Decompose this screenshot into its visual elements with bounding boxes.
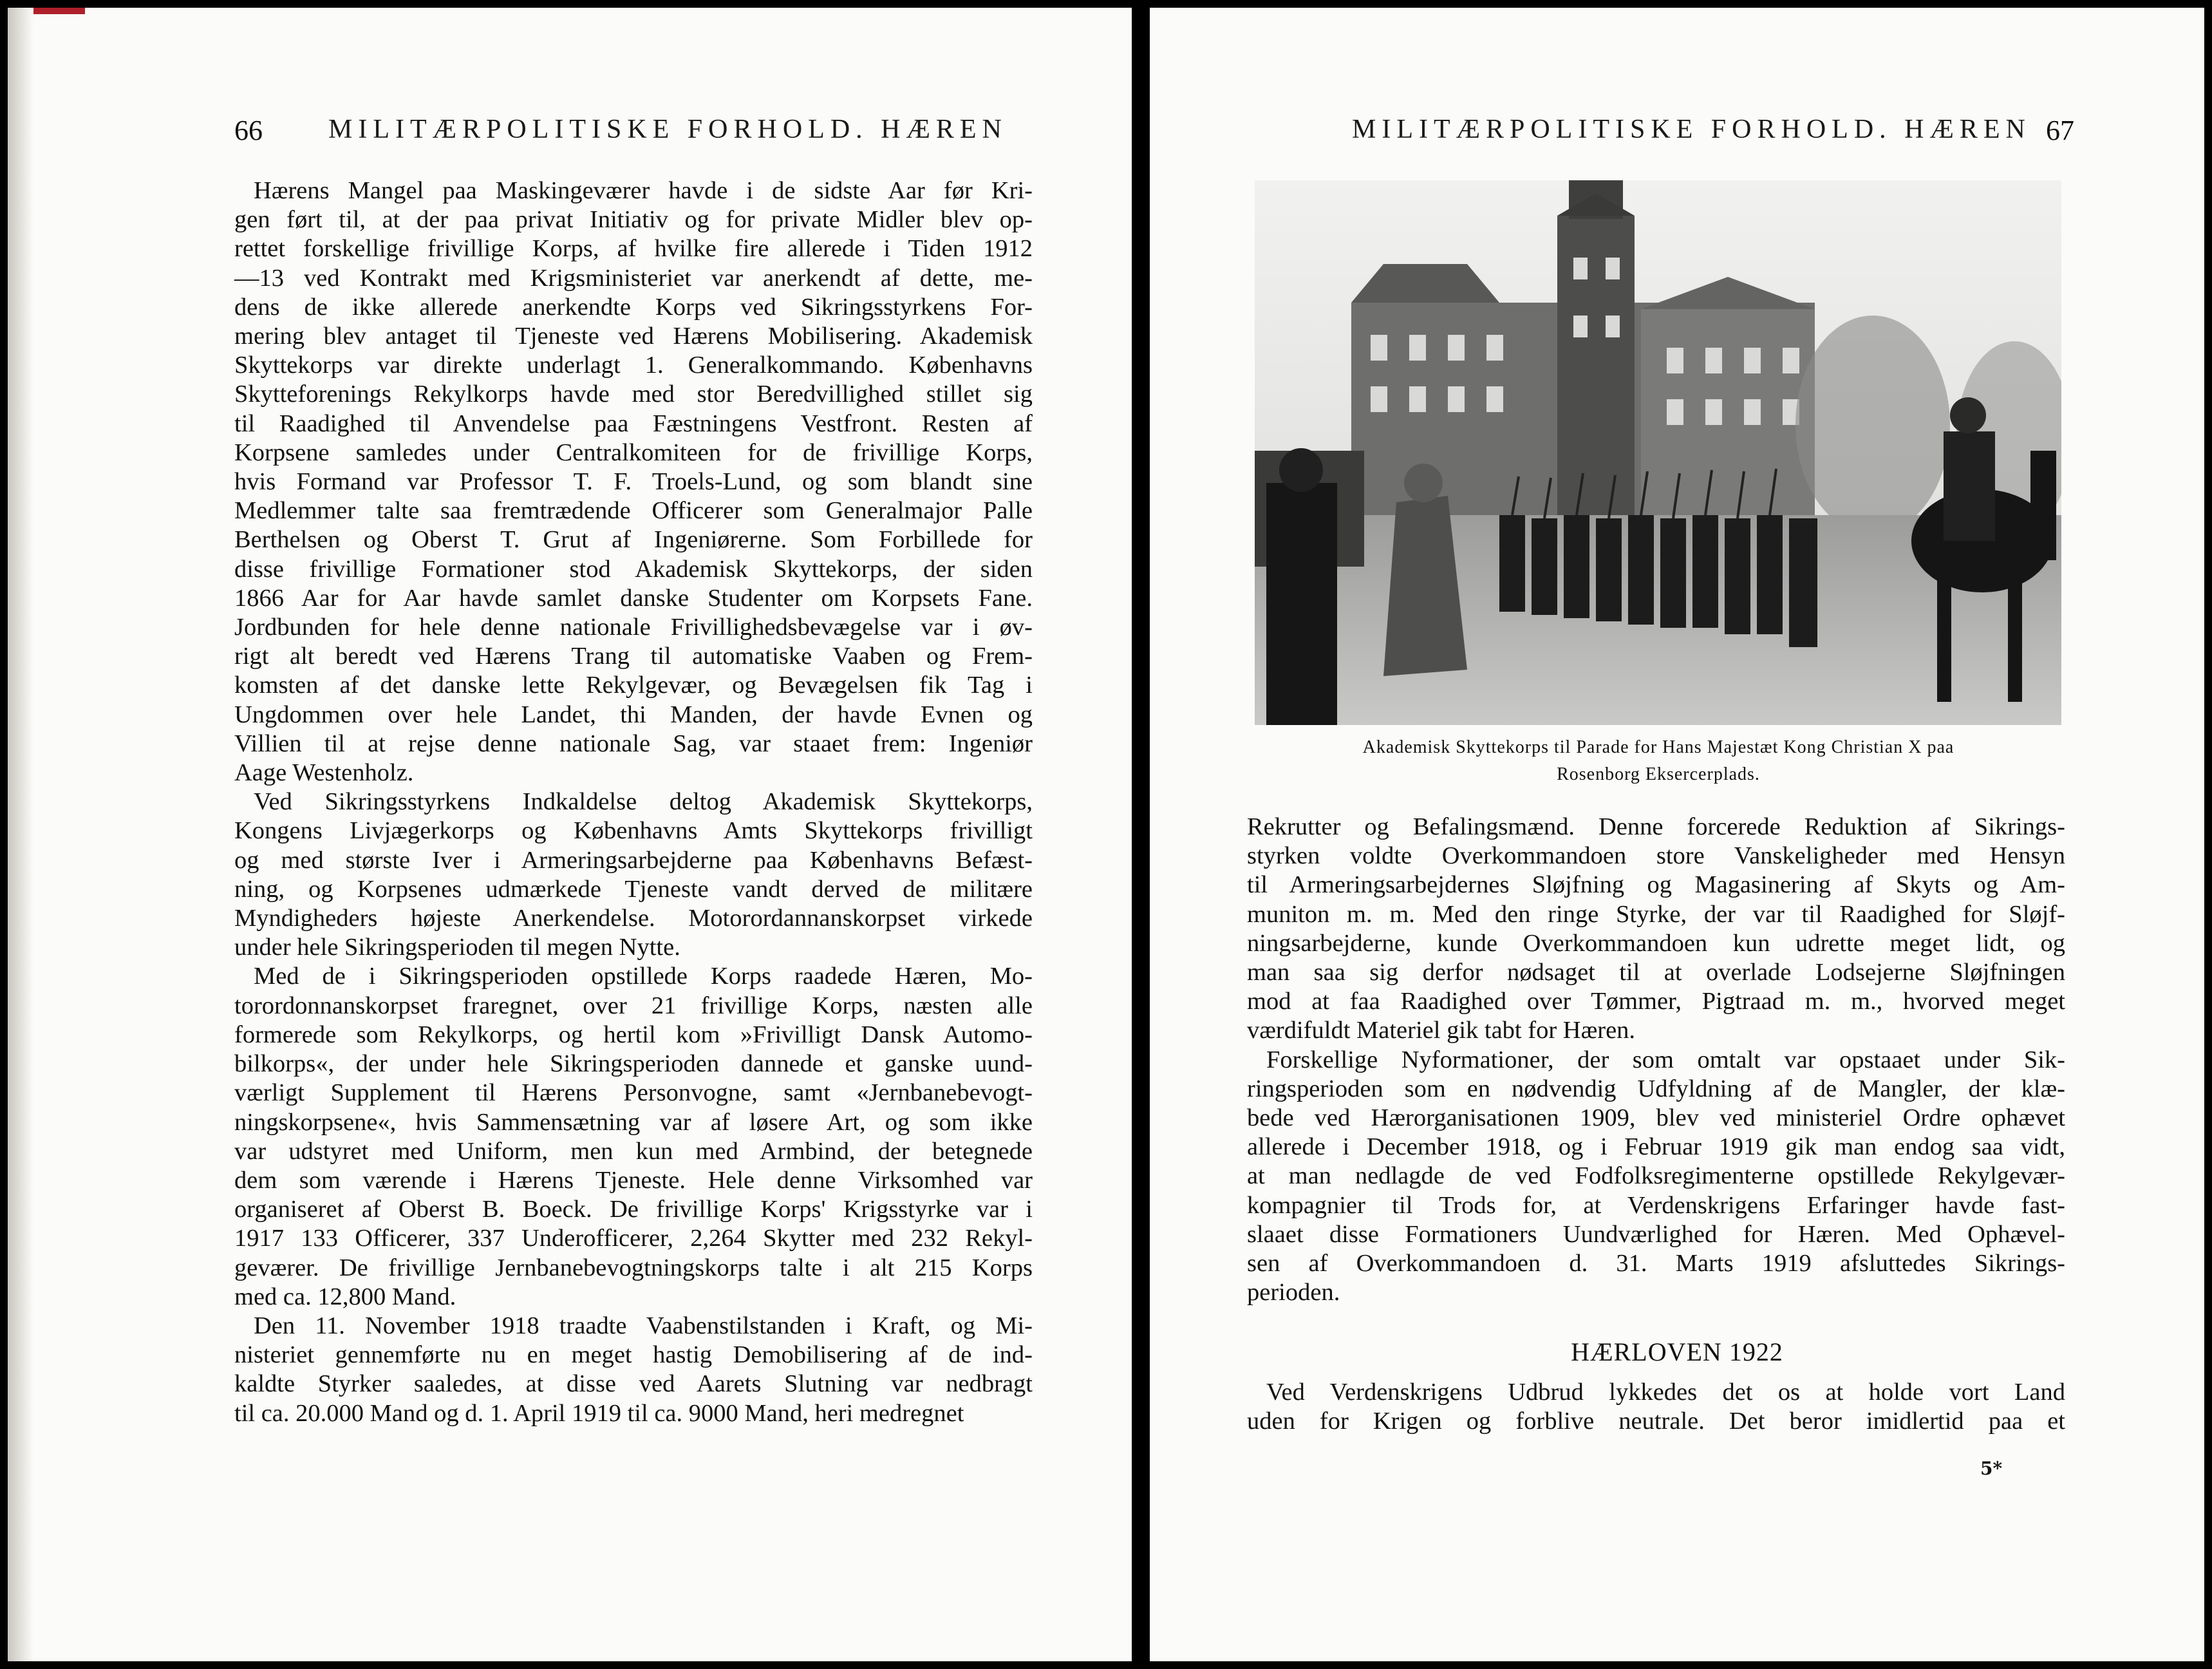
text-line: mod at faa Raadighed over Tømmer, Pigtraad m. m., hvorved meget: [1247, 988, 2065, 1015]
text-line: Ved Sikringsstyrkens Indkaldelse deltog Akademisk Skyttekorps,: [254, 788, 1033, 816]
text-line: ningsarbejderne, kunde Overkommandoen kun udrette meget lidt, og: [1247, 929, 2065, 957]
text-line: kompagnier til Trods for, at Verdenskrigens Erfaringer havde fast-: [1247, 1191, 2065, 1219]
text-line: bede ved Hærorganisationen 1909, blev ved ministeriel Ordre ophævet: [1247, 1104, 2065, 1132]
text-line: muniton m. m. Med den ringe Styrke, der var til Raadighed for Sløjf-: [1247, 900, 2065, 928]
text-line: til Armeringsarbejdernes Sløjfning og Magasinering af Skyts og Am-: [1247, 871, 2065, 899]
text-line: organiseret af Oberst B. Boeck. De frivillige Korps' Krigsstyrke var i: [234, 1196, 1033, 1223]
text-line: dens de ikke allerede anerkendte Korps ved Sikringsstyrkens For-: [234, 293, 1033, 321]
text-line: Korpsene samledes under Centralkomiteen for de frivillige Korps,: [234, 438, 1033, 466]
text-line: ning, og Korpsenes udmærkede Tjeneste vandt derved de militære: [234, 875, 1033, 903]
text-line: Jordbunden for hele denne nationale Frivillighedsbevægelse var i øv-: [234, 614, 1033, 641]
text-line: disse frivillige Formationer stod Akademisk Skyttekorps, der siden: [234, 555, 1033, 583]
text-line: Myndigheders højeste Anerkendelse. Motorordannanskorpset virkede: [234, 905, 1033, 932]
right-page: [1150, 8, 2204, 1661]
text-line: allerede i December 1918, og i Februar 1919 gik man endog saa vidt,: [1247, 1133, 2065, 1161]
text-line: 1866 Aar for Aar havde samlet danske Studenter om Korpsets Fane.: [234, 584, 1033, 612]
section-heading: HÆRLOVEN 1922: [1571, 1337, 1783, 1366]
caption-line: Rosenborg Eksercerplads.: [1557, 764, 1760, 784]
text-line: Forskellige Nyformationer, der som omtalt var opstaaet under Sik-: [1266, 1046, 2065, 1073]
text-line: Hærens Mangel paa Maskingeværer havde i de sidste Aar før Kri-: [254, 177, 1033, 204]
text-line: Med de i Sikringsperioden opstillede Korps raadede Hæren, Mo-: [254, 963, 1033, 990]
text-line: gen ført til, at der paa privat Initiativ og for private Midler blev op-: [234, 206, 1033, 234]
text-line: rigt alt beredt ved Hærens Trang til automatiske Vaaben og Frem-: [234, 643, 1033, 670]
text-line: dem som værende i Hærens Tjeneste. Hele denne Virksomhed var: [234, 1166, 1033, 1194]
text-line: man saa sig derfor nødsaget til at overlade Lodsejerne Sløjfningen: [1247, 959, 2065, 986]
text-line: Rekrutter og Befalingsmænd. Denne forcerede Reduktion af Sikrings-: [1247, 813, 2065, 840]
text-line: værligt Supplement til Hærens Personvogne, samt «Jernbanebevogt-: [234, 1079, 1033, 1107]
text-line: ningskorpsene«, hvis Sammensætning var af løsere Art, og som ikke: [234, 1108, 1033, 1136]
running-head: MILITÆRPOLITISKE FORHOLD. HÆREN: [1352, 115, 2031, 144]
body-text: [1247, 813, 2065, 1307]
text-line: slaaet disse Formationers Uundværlighed for Hæren. Med Ophævel-: [1247, 1220, 2065, 1248]
text-line: Skytteforenings Rekylkorps havde med stor Beredvillighed stillet sig: [234, 381, 1033, 408]
text-line: mering blev antaget til Tjeneste ved Hærens Mobilisering. Akademisk: [234, 323, 1033, 350]
page-number: 66: [234, 115, 263, 146]
text-line: til Raadighed til Anvendelse paa Fæstningens Vestfront. Resten af: [234, 410, 1033, 437]
photo-caption: [1246, 734, 2070, 788]
text-line: og med største Iver i Armeringsarbejderne paa Københavns Befæst-: [234, 846, 1033, 874]
text-line: Skyttekorps var direkte underlagt 1. Generalkommando. Københavns: [234, 352, 1033, 379]
page-number: 67: [2046, 115, 2074, 146]
text-line: bilkorps«, der under hele Sikringsperioden dannede et ganske uund-: [234, 1050, 1033, 1078]
text-line: perioden.: [1247, 1279, 1340, 1306]
text-line: ringsperioden som en nødvendig Udfyldning af de Mangler, der klæ-: [1247, 1075, 2065, 1102]
text-line: under hele Sikringsperioden til megen Nytte.: [234, 934, 680, 961]
text-line: hvis Formand var Professor T. F. Troels-Lund, og som blandt sine: [234, 468, 1033, 496]
text-line: 1917 133 Officerer, 337 Underofficerer, 2,264 Skytter med 232 Rekyl-: [234, 1225, 1033, 1252]
text-line: Ungdommen over hele Landet, thi Manden, der havde Evnen og: [234, 701, 1033, 728]
text-line: formerede som Rekylkorps, og hertil kom »Frivilligt Dansk Automo-: [234, 1021, 1033, 1048]
text-line: Den 11. November 1918 traadte Vaabenstilstanden i Kraft, og Mi-: [254, 1312, 1033, 1339]
text-line: Medlemmer talte saa fremtrædende Officerer som Generalmajor Palle: [234, 497, 1033, 525]
text-line: nisteriet gennemførte nu en meget hastig Demobilisering af de ind-: [234, 1341, 1033, 1369]
text-line: kaldte Styrker saaledes, at disse ved Aarets Slutning var nedbragt: [234, 1370, 1033, 1398]
text-line: sen af Overkommandoen d. 31. Marts 1919 afsluttedes Sikrings-: [1247, 1250, 2065, 1278]
text-line: at man nedlagde de ved Fodfolksregimenterne opstillede Rekylgevær-: [1247, 1162, 2065, 1190]
text-line: var udstyret med Uniform, men kun med Armbind, der betegnede: [234, 1137, 1033, 1165]
body-text: [234, 176, 1033, 1428]
caption-line: Akademisk Skyttekorps til Parade for Hans Majestæt Kong Christian X paa: [1362, 737, 1954, 757]
text-line: rettet forskellige frivillige Korps, af hvilke fire allerede i Tiden 1912: [234, 235, 1033, 263]
parade-photograph: [1255, 180, 2061, 725]
text-line: Ved Verdenskrigens Udbrud lykkedes det os at holde vort Land: [1266, 1379, 2065, 1406]
text-line: —13 ved Kontrakt med Krigsministeriet var anerkendt af dette, me-: [234, 264, 1033, 292]
running-head: MILITÆRPOLITISKE FORHOLD. HÆREN: [328, 115, 1008, 144]
text-line: med ca. 12,800 Mand.: [234, 1283, 456, 1310]
text-line: værdifuldt Materiel gik tabt for Hæren.: [1247, 1017, 1636, 1044]
text-line: Villien til at rejse denne nationale Sag, var staaet frem: Ingeniør: [234, 730, 1033, 757]
page-edge: [8, 8, 33, 1661]
parade-photograph-illustration: [1255, 180, 2061, 725]
text-line: til ca. 20.000 Mand og d. 1. April 1919 til ca. 9000 Mand, heri medregnet: [234, 1399, 964, 1427]
text-line: uden for Krigen og forblive neutrale. Det beror imidlertid paa et: [1247, 1408, 2065, 1435]
text-line: Aage Westenholz.: [234, 759, 414, 787]
text-line: geværer. De frivillige Jernbanebevogtningskorps talte i alt 215 Korps: [234, 1254, 1033, 1281]
body-text: [1247, 1378, 2065, 1436]
text-line: styrken voldte Overkommandoen store Vanskeligheder med Hensyn: [1247, 842, 2065, 870]
text-line: komsten af det danske lette Rekylgevær, og Bevægelsen fik Tag i: [234, 672, 1033, 699]
signature-mark: 5*: [1980, 1458, 2003, 1479]
text-line: Kongens Livjægerkorps og Københavns Amts Skyttekorps frivilligt: [234, 817, 1033, 845]
text-line: torordonnanskorpset fraregnet, over 21 frivillige Korps, næsten alle: [234, 992, 1033, 1019]
left-page: [8, 8, 1132, 1661]
text-line: Berthelsen og Oberst T. Grut af Ingeniørerne. Som Forbillede for: [234, 526, 1033, 554]
